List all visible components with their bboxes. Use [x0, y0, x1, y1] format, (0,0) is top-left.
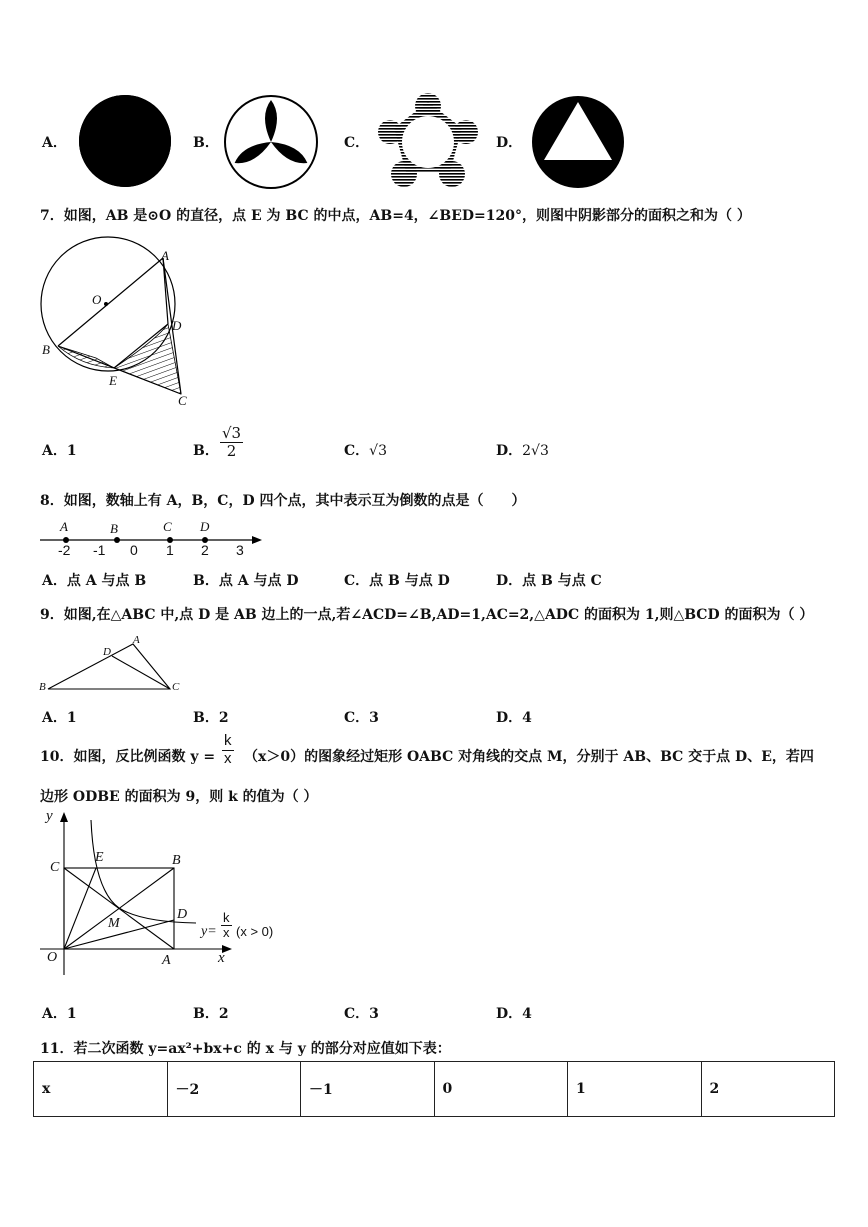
q6-option-a-figure	[78, 94, 172, 188]
q7-label-e: E	[109, 373, 117, 388]
q9-figure	[44, 634, 184, 694]
table-cell: 2	[701, 1062, 835, 1117]
q7-label-b: B	[42, 342, 50, 357]
q9-label-d: D	[103, 646, 111, 658]
q9-option-a: A．1	[42, 710, 77, 726]
q10-option-b: B．2	[193, 1006, 229, 1022]
q9-option-d: D．4	[496, 710, 532, 726]
q8-point-a: A	[60, 519, 68, 534]
q7-stem: 7．如图，AB 是⊙O 的直径，点 E 为 BC 的中点，AB=4，∠BED=120°，则图中阴影部分的面积之和为（ ）	[40, 208, 751, 224]
table-cell: 1	[568, 1062, 702, 1117]
q8-tick-1: 1	[166, 542, 174, 558]
q6-option-d-figure	[530, 94, 626, 190]
q10-option-d: D．4	[496, 1006, 532, 1022]
q10-stem-line2: 边形 ODBE 的面积为 9，则 k 的值为（ ）	[40, 789, 318, 805]
q10-option-c: C．3	[344, 1006, 379, 1022]
q6-option-c-figure	[378, 92, 478, 188]
q8-number-line	[38, 530, 264, 550]
q7-option-d: D．2√3	[496, 443, 549, 459]
q10-label-b: B	[172, 853, 181, 868]
q8-stem: 8．如图，数轴上有 A，B，C，D 四个点，其中表示互为倒数的点是（ ）	[40, 493, 526, 509]
q11-stem: 11．若二次函数 y=ax²+bx+c 的 x 与 y 的部分对应值如下表：	[40, 1041, 451, 1057]
q8-tick-2: 2	[201, 542, 209, 558]
q9-stem: 9．如图,在△ABC 中,点 D 是 AB 边上的一点,若∠ACD=∠B,AD=1,AC=2,△ADC 的面积为 1,则△BCD 的面积为（ ）	[40, 607, 814, 623]
table-cell: 0	[434, 1062, 568, 1117]
q6-option-b-letter: B．	[193, 135, 219, 151]
q10-func-fraction: $\frac{k}{x}$	[223, 910, 230, 941]
q10-label-m: M	[108, 916, 120, 931]
q10-figure	[36, 810, 236, 980]
q10-label-o: O	[47, 950, 58, 965]
q8-point-d: D	[200, 519, 210, 534]
q8-tick-neg2: -2	[58, 542, 71, 558]
q8-point-c: C	[163, 519, 172, 534]
q6-option-b-figure	[223, 94, 319, 190]
q8-tick-3: 3	[236, 542, 244, 558]
q10-func-y: y=	[201, 924, 217, 939]
q10-label-a: A	[162, 953, 171, 968]
q7-option-b: B．	[193, 443, 219, 459]
q10-axis-y: y	[46, 808, 53, 824]
q10-stem-part1: 10．如图，反比例函数 y =	[40, 749, 216, 765]
q10-label-e: E	[95, 850, 104, 865]
q9-label-b: B	[39, 681, 46, 693]
table-row	[34, 1062, 835, 1117]
q8-option-c: C．点 B 与点 D	[344, 573, 450, 589]
q9-label-c: C	[172, 681, 180, 693]
q7-label-a: A	[161, 248, 169, 263]
q8-option-d: D．点 B 与点 C	[496, 573, 602, 589]
q10-label-d: D	[177, 907, 188, 922]
q7-label-d: D	[172, 318, 182, 333]
q6-option-a-letter: A．	[42, 135, 67, 151]
table-cell: x	[34, 1062, 168, 1117]
q9-option-b: B．2	[193, 710, 229, 726]
q11-value-table	[33, 1061, 835, 1117]
q8-tick-0: 0	[130, 542, 138, 558]
q10-stem-part2: （x＞0）的图象经过矩形 OABC 对角线的交点 M，分别于 AB、BC 交于点 D、E，若四	[244, 749, 814, 765]
q9-option-c: C．3	[344, 710, 379, 726]
table-cell: －1	[301, 1062, 435, 1117]
q6-option-d-letter: D．	[496, 135, 523, 151]
q10-func-condition: (x > 0)	[236, 924, 274, 939]
q10-label-c: C	[50, 860, 60, 875]
q8-tick-neg1: -1	[93, 542, 106, 558]
q8-point-b: B	[110, 521, 118, 536]
q6-option-c-letter: C．	[344, 135, 370, 151]
table-cell: －2	[167, 1062, 301, 1117]
q7-option-b-fraction: $\frac{√3}{2}$	[222, 424, 242, 460]
q7-label-c: C	[178, 393, 187, 408]
q7-option-a: A．1	[42, 443, 77, 459]
q9-label-a: A	[133, 634, 140, 646]
q7-label-o: O	[92, 292, 102, 307]
q10-option-a: A．1	[42, 1006, 77, 1022]
q8-option-b: B．点 A 与点 D	[193, 573, 299, 589]
q7-option-c: C．√3	[344, 443, 387, 459]
q10-axis-x: x	[218, 950, 225, 966]
q10-stem-fraction: $\frac{k}{x}$	[224, 732, 232, 767]
q8-option-a: A．点 A 与点 B	[42, 573, 147, 589]
